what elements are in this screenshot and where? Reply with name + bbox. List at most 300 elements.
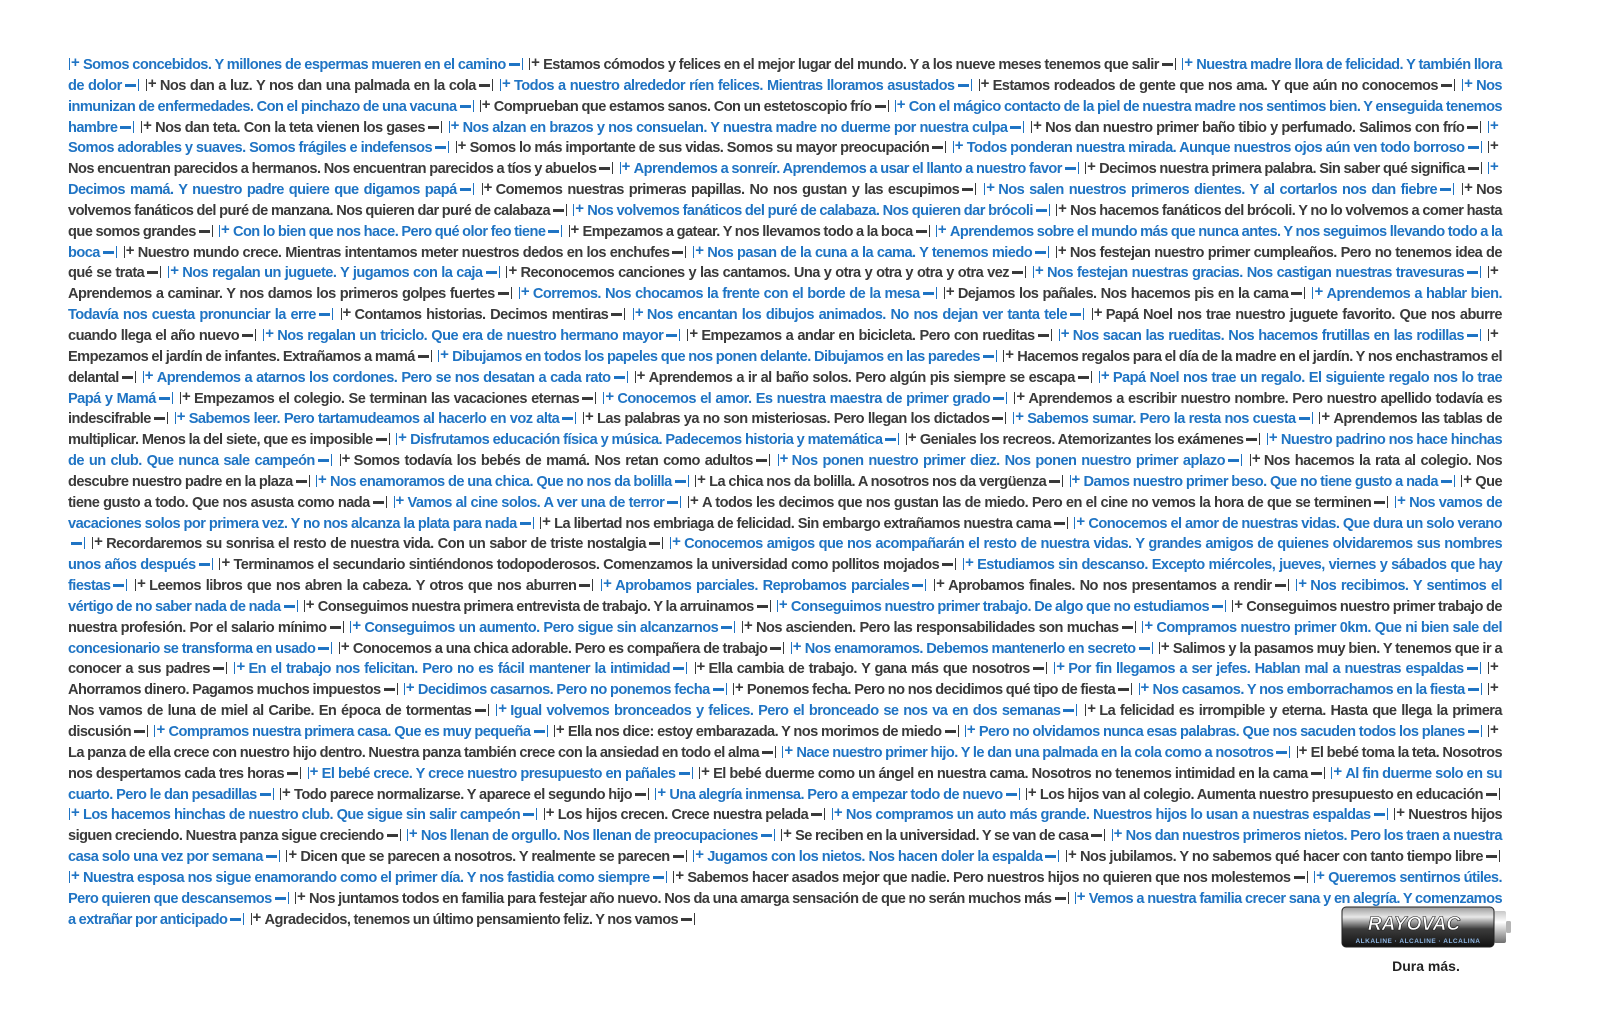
plus-marker-icon: [1026, 788, 1038, 800]
plus-marker-icon: [742, 621, 754, 633]
positive-phrase: [167, 265, 501, 281]
minus-marker-icon: [1466, 141, 1482, 153]
plus-marker-icon: [456, 141, 468, 153]
negative-phrase: [279, 787, 651, 803]
positive-phrase: [233, 661, 689, 677]
minus-marker-icon: [981, 350, 997, 362]
minus-marker-icon: [580, 392, 596, 404]
phrase-text: Damos nuestro primer beso. Que no tiene gusto a nada: [1083, 473, 1438, 490]
phrase-text: Ella cambia de trabajo. Y gana más que nosotros: [708, 661, 1030, 678]
plus-marker-icon: [135, 579, 147, 591]
negative-phrase: [780, 828, 1107, 844]
minus-marker-icon: [633, 788, 649, 800]
minus-marker-icon: [1043, 850, 1059, 862]
plus-marker-icon: [251, 913, 263, 925]
plus-marker-icon: [141, 121, 153, 133]
negative-phrase: [91, 536, 665, 552]
plus-marker-icon: [1250, 454, 1262, 466]
plus-marker-icon: [936, 225, 948, 237]
plus-marker-icon: [500, 79, 512, 91]
plus-marker-icon: [778, 454, 790, 466]
minus-marker-icon: [768, 642, 784, 654]
minus-marker-icon: [921, 287, 937, 299]
phrase-text: Las palabras ya no son misteriosas. Pero llegan los dictados: [597, 411, 990, 428]
negative-phrase: [338, 641, 787, 657]
phrase-text: Papá Noel nos trae un regalo. El siguiente regalo nos lo trae Papá y Mamá: [68, 369, 1503, 407]
battery-strip-text: ALKALINE · ALCALINE · ALCALINA: [1355, 938, 1481, 945]
plus-marker-icon: [482, 183, 494, 195]
phrase-text: Empezamos el colegio. Se terminan las vacaciones eternas: [193, 390, 580, 407]
positive-phrase: [262, 328, 682, 344]
minus-marker-icon: [1226, 454, 1242, 466]
plus-marker-icon: [1297, 746, 1309, 758]
plus-marker-icon: [554, 725, 566, 737]
phrase-text: Nos jubilamos. Y no sabemos qué hacer con tanto tiempo libre: [1079, 849, 1483, 866]
plus-marker-icon: [944, 287, 956, 299]
minus-marker-icon: [1160, 58, 1176, 70]
plus-marker-icon: [295, 892, 307, 904]
phrase-text: Empezamos a gatear. Y nos llevamos todo a la boca: [582, 223, 913, 240]
positive-phrase: [781, 745, 1292, 761]
minus-marker-icon: [551, 204, 567, 216]
minus-marker-icon: [1068, 308, 1084, 320]
minus-marker-icon: [123, 79, 139, 91]
minus-marker-icon: [273, 892, 289, 904]
plus-marker-icon: [519, 287, 531, 299]
minus-marker-icon: [111, 579, 127, 591]
phrase-text: Nos inmunizan de enfermedades. Con el pinchazo de una vacuna: [68, 77, 1502, 115]
positive-phrase: [218, 224, 564, 240]
minus-marker-icon: [1008, 121, 1024, 133]
plus-marker-icon: [601, 579, 613, 591]
plus-marker-icon: [1182, 58, 1194, 70]
plus-marker-icon: [693, 246, 705, 258]
phrase-text: Ahorramos dinero. Pagamos muchos impuestos: [68, 682, 381, 699]
phrase-text: Aprendemos a hablar bien. Todavía nos cuesta pronunciar la erre: [68, 286, 1502, 324]
positive-phrase: [395, 432, 901, 448]
phrase-text: La panza de ella crece con nuestro hijo dentro. Nuestra panza también crece con la ansiedad en todo el alma: [68, 744, 760, 761]
positive-phrase: [315, 474, 691, 490]
phrase-text: Contamos historias. Decimos mentiras: [354, 307, 609, 324]
phrase-text: Comemos nuestras primeras papillas. No nos gustan y las escupimos: [495, 182, 960, 199]
phrase-text: Nos dan teta. Con la teta vienen los gases: [155, 119, 425, 136]
minus-marker-icon: [1465, 329, 1481, 341]
phrase-text: Papá Noel nos trae nuestro juguete favorito. Que nos aburre cuando llega el año nuevo: [68, 307, 1502, 344]
plus-marker-icon: [906, 433, 918, 445]
plus-marker-icon: [1056, 204, 1068, 216]
phrase-text: Nos dan nuestros primeros nietos. Pero los traen a nuestra casa solo una vez por semana: [68, 828, 1502, 866]
minus-marker-icon: [157, 392, 173, 404]
minus-marker-icon: [1289, 287, 1305, 299]
plus-marker-icon: [480, 100, 492, 112]
minus-marker-icon: [1031, 662, 1047, 674]
minus-marker-icon: [1052, 517, 1068, 529]
plus-marker-icon: [687, 329, 699, 341]
negative-phrase: [339, 453, 772, 469]
positive-phrase: [153, 724, 549, 740]
minus-marker-icon: [1297, 412, 1313, 424]
phrase-text: Nuestra madre llora de felicidad. Y también llora de dolor: [68, 57, 1502, 94]
minus-marker-icon: [1053, 892, 1069, 904]
phrase-text: La felicidad es irrompible y eterna. Hasta que llega la primera discusión: [68, 703, 1502, 740]
positive-phrase: [393, 495, 684, 511]
phrase-text: Agradecidos, tenemos un último pensamiento feliz. Y nos vamos: [264, 911, 679, 928]
minus-marker-icon: [1273, 579, 1289, 591]
phrase-text: Queremos sentirnos útiles. Pero quieren que descansemos: [68, 869, 1503, 907]
phrase-text: Jugamos con los nietos. Nos hacen doler la espalda: [707, 849, 1043, 866]
negative-phrase: [672, 870, 1309, 886]
plus-marker-icon: [341, 308, 353, 320]
phrase-text: Corremos. Nos chocamos la frente con el borde de la mesa: [532, 286, 920, 303]
phrase-text: Leemos libros que nos abren la cabeza. Y otros que nos aburren: [149, 578, 577, 595]
plus-marker-icon: [688, 496, 700, 508]
plus-marker-icon: [1488, 725, 1500, 737]
plus-marker-icon: [1074, 517, 1086, 529]
negative-phrase: [179, 391, 598, 407]
plus-marker-icon: [1112, 829, 1124, 841]
minus-marker-icon: [809, 808, 825, 820]
plus-marker-icon: [308, 767, 320, 779]
phrase-text: Dejamos los pañales. Nos hacemos pis en la cama: [957, 286, 1289, 303]
plus-marker-icon: [219, 225, 231, 237]
plus-marker-icon: [69, 58, 81, 70]
phrase-text: Somos todavía los bebés de mamá. Nos retan como adultos: [353, 453, 753, 470]
positive-phrase: [499, 78, 974, 94]
negative-phrase: [340, 307, 628, 323]
minus-marker-icon: [1274, 746, 1290, 758]
negative-phrase: [539, 516, 1070, 532]
minus-marker-icon: [1372, 808, 1388, 820]
plus-marker-icon: [673, 871, 685, 883]
plus-marker-icon: [953, 141, 965, 153]
phrase-text: Sabemos leer. Pero tartamudeamos al hacerlo en voz alta: [188, 411, 560, 428]
phrase-text: En el trabajo nos felicitan. Pero no es fácil mantener la intimidad: [248, 661, 671, 678]
plus-marker-icon: [777, 600, 789, 612]
positive-phrase: [495, 703, 1079, 719]
phrase-text: Aprobamos parciales. Reprobamos parciales: [615, 578, 910, 595]
minus-marker-icon: [69, 537, 85, 549]
phrase-text: Aprendemos a ir al baño solos. Pero algún pis siempre se escapa: [648, 369, 1075, 386]
phrase-text: Nuestra esposa nos sigue enamorando como el primer día. Y nos fastidia como siempre: [83, 869, 650, 886]
phrase-text: Decidimos casarnos. Pero no ponemos fecha: [417, 682, 710, 699]
minus-marker-icon: [120, 371, 136, 383]
phrase-text: Con lo bien que nos hace. Pero qué olor feo tiene: [232, 223, 546, 240]
phrase-text: Somos adorables y suaves. Somos frágiles e indefensos: [68, 140, 433, 157]
negative-phrase: [479, 99, 891, 115]
minus-marker-icon: [1004, 788, 1020, 800]
plus-marker-icon: [1232, 600, 1244, 612]
plus-marker-icon: [407, 829, 419, 841]
plus-marker-icon: [1462, 183, 1474, 195]
phrase-text: Los hijos van al colegio. Aumenta nuestro presupuesto en educación: [1039, 786, 1483, 803]
positive-phrase: [174, 411, 578, 427]
phrase-text: Todo parece normalizarse. Y aparece el segundo hijo: [294, 786, 633, 803]
negative-phrase: [218, 557, 958, 573]
phrase-text: Nos regalan un triciclo. Que era de nuestro hermano mayor: [277, 327, 664, 344]
phrase-text: Nos llenan de orgullo. Nos llenan de preocupaciones: [420, 828, 758, 845]
phrase-text: Se reciben en la universidad. Y se van de casa: [795, 828, 1089, 845]
minus-marker-icon: [264, 850, 280, 862]
plus-marker-icon: [263, 329, 275, 341]
plus-marker-icon: [1159, 642, 1171, 654]
battery-logo: [1340, 904, 1512, 952]
minus-marker-icon: [1439, 79, 1455, 91]
minus-marker-icon: [719, 621, 735, 633]
negative-phrase: [528, 57, 1178, 73]
phrase-text: Nos compramos un auto más grande. Nuestros hijos lo usan a nuestras espaldas: [845, 807, 1371, 824]
minus-marker-icon: [285, 767, 301, 779]
phrase-text: Vamos al cine solos. A ver una de terror: [407, 494, 665, 511]
minus-marker-icon: [1292, 871, 1308, 883]
positive-phrase: [964, 724, 1484, 740]
phrase-text: Decimos nuestra primera palabra. Sin saber qué significa: [1099, 161, 1465, 178]
plus-marker-icon: [620, 162, 632, 174]
plus-marker-icon: [286, 850, 298, 862]
phrase-text: Vemos a nuestra familia crecer sana y en alegría. Y comenzamos a extrañar por anticipado: [68, 890, 1503, 928]
negative-phrase: [1065, 849, 1502, 865]
minus-marker-icon: [316, 454, 332, 466]
plus-marker-icon: [340, 454, 352, 466]
negative-phrase: [553, 724, 961, 740]
phrase-text: Somos lo más importante de sus vidas. Somos su mayor preocupación: [469, 140, 930, 157]
minus-marker-icon: [1244, 433, 1260, 445]
positive-phrase: [68, 807, 539, 823]
plus-marker-icon: [1488, 329, 1500, 341]
negative-phrase: [582, 411, 1008, 427]
plus-marker-icon: [1488, 683, 1500, 695]
minus-marker-icon: [670, 246, 686, 258]
minus-marker-icon: [940, 558, 956, 570]
phrase-text: Los hijos crecen. Crece nuestra pelada: [557, 807, 809, 824]
minus-marker-icon: [1047, 475, 1063, 487]
positive-phrase: [403, 682, 729, 698]
minus-marker-icon: [416, 350, 432, 362]
plus-marker-icon: [1031, 121, 1043, 133]
phrase-text: Conocemos el amor. Es nuestra maestra de primer grado: [617, 390, 991, 407]
minus-marker-icon: [665, 496, 681, 508]
plus-marker-icon: [695, 662, 707, 674]
phrase-text: Conocemos el amor de nuestras vidas. Que dura un solo verano: [1088, 515, 1503, 532]
phrase-text: Comprueban que estamos sanos. Con un estetoscopio frío: [493, 98, 872, 115]
phrase-text: Nos pasan de la cuna a la cama. Y tenemos miedo: [707, 244, 1033, 261]
minus-marker-icon: [197, 225, 213, 237]
minus-marker-icon: [677, 767, 693, 779]
negative-phrase: [134, 578, 595, 594]
negative-phrase: [1030, 120, 1483, 136]
phrase-text: Nos vamos de luna de miel al Caribe. En época de tormentas: [68, 703, 472, 720]
plus-marker-icon: [1488, 121, 1500, 133]
negative-phrase: [1025, 787, 1502, 803]
phrase-text: Salimos y la pasamos muy bien. Y tenemos que ir a conocer a sus padres: [68, 640, 1503, 678]
plus-marker-icon: [449, 121, 461, 133]
plus-marker-icon: [1267, 433, 1279, 445]
brand-logo-text: RAYOVAC: [1367, 914, 1461, 935]
phrase-text: Nos salen nuestros primeros dientes. Y al cortarlos nos dan fiebre: [998, 182, 1438, 199]
phrase-text: Compramos nuestra primera casa. Que es muy pequeña: [168, 724, 531, 740]
minus-marker-icon: [597, 162, 613, 174]
minus-marker-icon: [294, 475, 310, 487]
minus-marker-icon: [258, 788, 274, 800]
negative-phrase: [481, 182, 979, 198]
phrase-text: Nos sacan las rueditas. Nos hacemos frutillas en las rodillas: [1072, 327, 1464, 344]
positive-phrase: [448, 120, 1027, 136]
phrase-text: Ponemos fecha. Pero no nos decidimos qué tipo de fiesta: [746, 682, 1116, 699]
negative-phrase: [568, 224, 932, 240]
plus-marker-icon: [782, 746, 794, 758]
minus-marker-icon: [577, 579, 593, 591]
positive-phrase: [692, 245, 1051, 261]
minus-marker-icon: [1116, 683, 1132, 695]
positive-phrase: [1069, 474, 1457, 490]
positive-phrase: [654, 787, 1021, 803]
phrase-text: Recordaremos su sonrisa el resto de nuestra vida. Con un sabor de triste nostalgia: [106, 536, 646, 553]
brand-block: [1336, 900, 1516, 980]
minus-marker-icon: [1484, 850, 1500, 862]
minus-marker-icon: [1465, 662, 1481, 674]
phrase-text: Nos enamoramos. Debemos mantenerlo en secreto: [804, 640, 1136, 657]
minus-marker-icon: [152, 412, 168, 424]
minus-marker-icon: [371, 496, 387, 508]
phrase-text: Nace nuestro primer hijo. Y le dan una palmada en la cola como a nosotros: [796, 744, 1274, 761]
plus-marker-icon: [1085, 162, 1097, 174]
plus-marker-icon: [1319, 412, 1331, 424]
phrase-text: A todos les decimos que nos gustan las de miedo. Pero en el cine no vemos la hora de que se terminen: [702, 494, 1372, 511]
plus-marker-icon: [1014, 392, 1026, 404]
negative-phrase: [694, 661, 1049, 677]
plus-marker-icon: [280, 788, 292, 800]
minus-marker-icon: [1465, 266, 1481, 278]
minus-marker-icon: [1372, 496, 1388, 508]
positive-phrase: [600, 578, 928, 594]
minus-marker-icon: [759, 829, 775, 841]
plus-marker-icon: [1056, 246, 1068, 258]
phrase-text: Conseguimos nuestra primera entrevista de trabajo. Y la arruinamos: [317, 598, 754, 615]
phrase-text: Nos alzan en brazos y nos consuelan. Y nuestra madre no duerme por nuestra culpa: [462, 119, 1008, 136]
minus-marker-icon: [316, 642, 332, 654]
phrase-text: Dibujamos en todos los papeles que nos ponen delante. Dibujamos en las paredes: [452, 348, 980, 365]
phrase-text: Terminamos el secundario sintiéndonos todopoderosos. Comenzamos la universidad como pollitos mojados: [233, 557, 940, 574]
minus-marker-icon: [473, 704, 489, 716]
minus-marker-icon: [760, 746, 776, 758]
minus-marker-icon: [991, 392, 1007, 404]
phrase-text: Conocemos a una chica adorable. Pero es compañera de trabajo: [352, 640, 768, 657]
minus-marker-icon: [883, 433, 899, 445]
minus-marker-icon: [1466, 683, 1482, 695]
positive-phrase: [1058, 328, 1483, 344]
plus-marker-icon: [529, 58, 541, 70]
plus-marker-icon: [1331, 767, 1343, 779]
phrase-text: Aprendemos sobre el mundo más que nunca antes. Y nos seguimos llevando todo a la boca: [68, 223, 1503, 261]
negative-phrase: [905, 432, 1263, 448]
minus-marker-icon: [671, 662, 687, 674]
phrase-text: Estamos rodeados de gente que nos ama. Y que aún no conocemos: [992, 77, 1438, 94]
minus-marker-icon: [755, 600, 771, 612]
positive-phrase: [349, 620, 737, 636]
plus-marker-icon: [693, 850, 705, 862]
plus-marker-icon: [1085, 704, 1097, 716]
plus-marker-icon: [963, 558, 975, 570]
positive-phrase: [952, 140, 1484, 156]
phrase-text: Una alegría inmensa. Pero a empezar todo de nuevo: [669, 786, 1003, 803]
plus-marker-icon: [350, 621, 362, 633]
plus-marker-icon: [1312, 287, 1324, 299]
minus-marker-icon: [328, 621, 344, 633]
plus-marker-icon: [124, 246, 136, 258]
minus-marker-icon: [1034, 204, 1050, 216]
phrase-text: Sabemos sumar. Pero la resta nos cuesta: [1027, 411, 1296, 428]
plus-marker-icon: [1059, 329, 1071, 341]
phrase-text: Nos dan a luz. Y nos dan una palmada en la cola: [159, 77, 476, 94]
phrase-text: Nos enamoramos de una chica. Que no nos da bolilla: [330, 473, 672, 490]
minus-marker-icon: [385, 829, 401, 841]
minus-marker-icon: [1061, 704, 1077, 716]
phrase-text: Pero no olvidamos nunca esas palabras. Que nos sacuden todos los planes: [978, 724, 1465, 740]
phrase-text: Nos juntamos todos en familia para festejar año nuevo. Nos da una amarga sensación de que no serán muchos más: [308, 890, 1052, 907]
plus-marker-icon: [1488, 662, 1500, 674]
minus-marker-icon: [521, 808, 537, 820]
plus-marker-icon: [670, 537, 682, 549]
phrase-text: Nos hacemos fanáticos del brócoli. Y no lo volvemos a comer hasta que somos grandes: [68, 202, 1502, 240]
minus-marker-icon: [910, 579, 926, 591]
plus-marker-icon: [404, 683, 416, 695]
plus-marker-icon: [781, 829, 793, 841]
phrase-text: El bebé toma la teta. Nosotros nos despertamos cada tres horas: [68, 744, 1503, 782]
minus-marker-icon: [1076, 371, 1092, 383]
minus-marker-icon: [943, 725, 959, 737]
phrase-text: Con el mágico contacto de la piel de nuestra madre nos sentimos bien. Y enseguida tenemos hambre: [68, 98, 1503, 136]
positive-phrase: [142, 370, 630, 386]
tagline: Dura más.: [1392, 958, 1460, 974]
negative-phrase: [145, 78, 495, 94]
minus-marker-icon: [647, 537, 663, 549]
plus-marker-icon: [1139, 683, 1151, 695]
phrase-text: Reconocemos canciones y las cantamos. Una y otra y otra y otra y otra vez: [520, 265, 1010, 282]
minus-marker-icon: [664, 329, 680, 341]
phrase-text: Hacemos regalos para el día de la madre en el jardín. Y nos enchastramos el delantal: [68, 348, 1502, 386]
phrase-text: Nos casamos. Y nos emborrachamos en la fiesta: [1152, 682, 1465, 699]
positive-phrase: [68, 57, 525, 73]
negative-phrase: [455, 140, 949, 156]
phrase-text: Conocemos amigos que nos acompañarán el resto de nuestra vidas. Y grandes amigos de quienes olvidaremos sus nombres unos años después: [68, 536, 1503, 574]
phrase-text: Sabemos hacer asados mejor que nadie. Pero nuestros hijos no quieren que nos molestemos: [687, 869, 1291, 886]
plus-marker-icon: [154, 725, 166, 737]
positive-phrase: [1032, 265, 1483, 281]
plus-marker-icon: [934, 579, 946, 591]
minus-marker-icon: [211, 662, 227, 674]
negative-phrase: [1084, 161, 1484, 177]
minus-marker-icon: [1137, 642, 1153, 654]
positive-phrase: [406, 828, 777, 844]
phrase-text: Empezamos el jardín de infantes. Extrañamos a mamá: [68, 348, 415, 365]
minus-marker-icon: [1439, 475, 1455, 487]
plus-marker-icon: [1488, 141, 1500, 153]
phrase-text: Aprobamos finales. No nos presentamos a rendir: [948, 578, 1272, 595]
plus-marker-icon: [979, 79, 991, 91]
minus-marker-icon: [873, 100, 889, 112]
plus-marker-icon: [1033, 266, 1045, 278]
negative-phrase: [687, 495, 1390, 511]
plus-marker-icon: [496, 704, 508, 716]
negative-phrase: [140, 120, 444, 136]
plus-marker-icon: [146, 79, 158, 91]
plus-marker-icon: [394, 496, 406, 508]
plus-marker-icon: [832, 808, 844, 820]
minus-marker-icon: [1484, 788, 1500, 800]
minus-marker-icon: [1033, 246, 1049, 258]
plus-marker-icon: [1314, 871, 1326, 883]
minus-marker-icon: [1309, 767, 1325, 779]
plus-marker-icon: [569, 225, 581, 237]
